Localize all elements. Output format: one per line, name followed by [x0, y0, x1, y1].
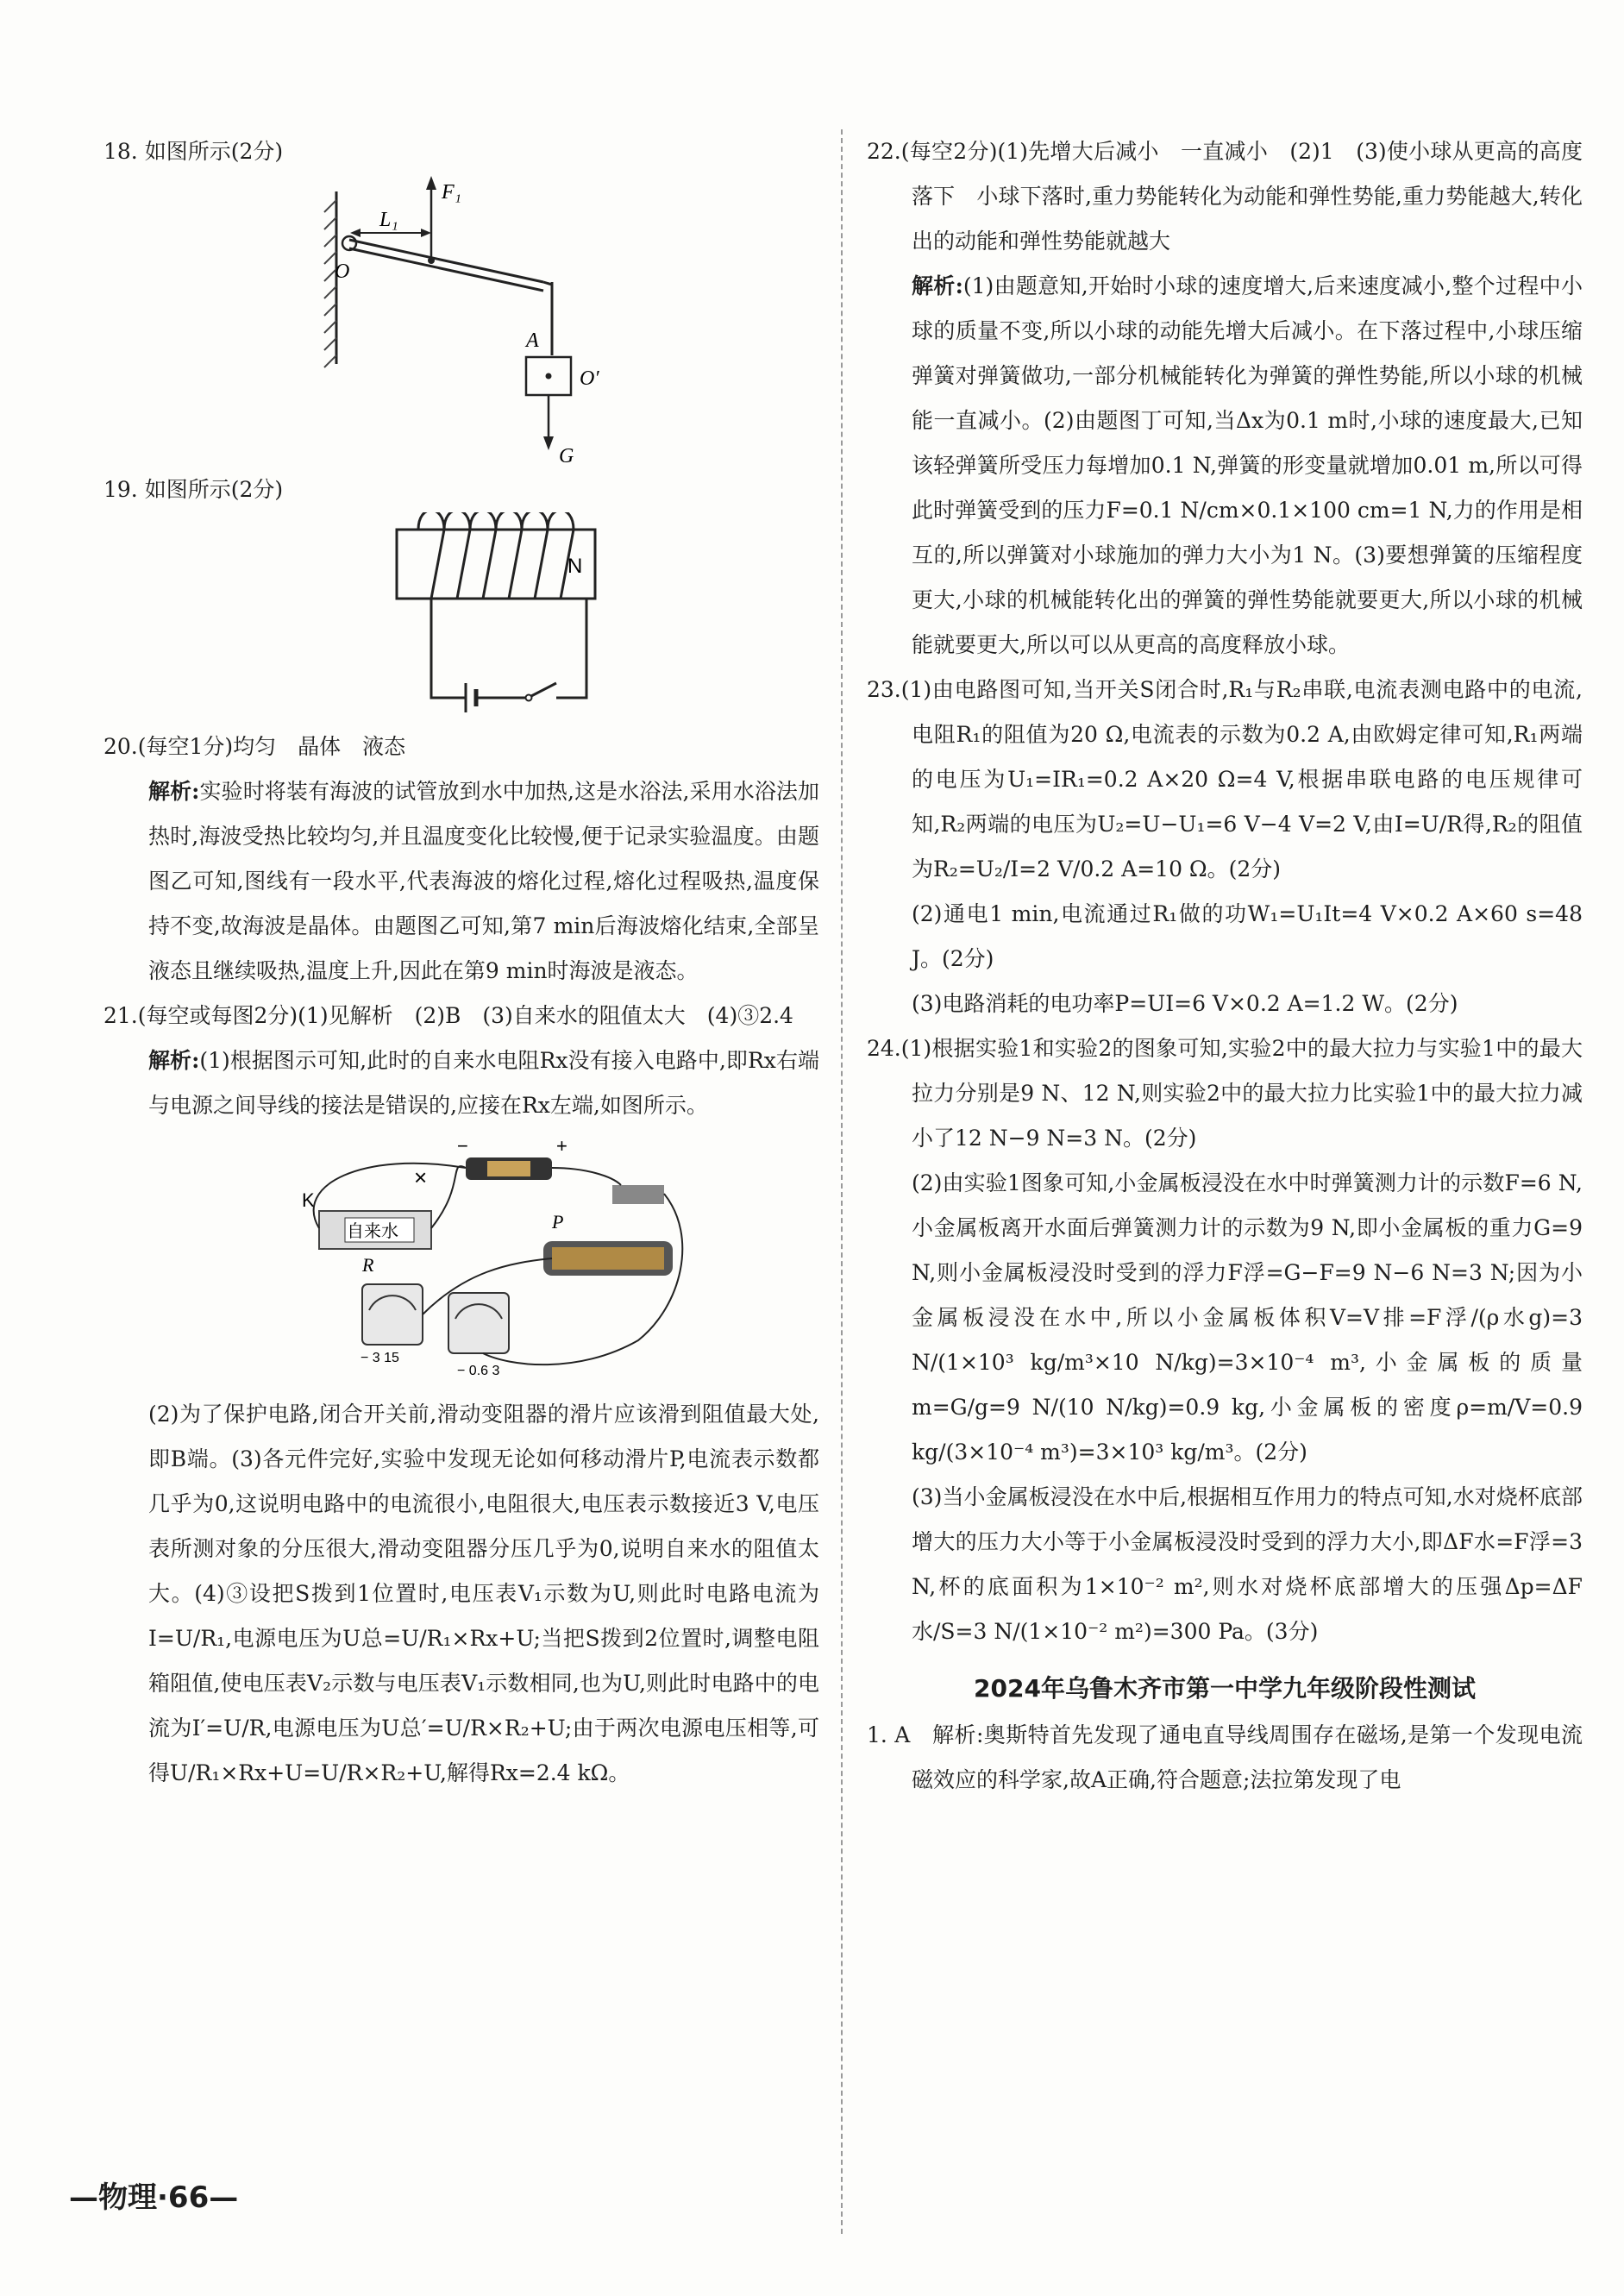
- label-G: G: [559, 445, 574, 467]
- column-divider: [841, 129, 843, 2234]
- q21-title: 21.(每空或每图2分)(1)见解析 (2)B (3)自来水的阻值太大 (4)③2.4: [103, 1003, 793, 1028]
- q23-part1: 23.(1)由电路图可知,当开关S闭合时,R₁与R₂串联,电流表测电路中的电流,电阻R₁的阻值为20 Ω,电流表的示数为0.2 A,由欧姆定律可知,R₁两端的电压为U₁=IR₁=0.2 A×20 Ω=4 V,根据串联电路的电压规律可知,R₂两端的电压为U₂=U−U₁=6 V−4 V=2 V,由I=U/R得,R₂的阻值为R₂=U₂/I=2 V/0.2 A=10 Ω。(2分): [867, 677, 1583, 881]
- q22-title: 22.(每空2分)(1)先增大后减小 一直减小 (2)1 (3)使小球从更高的高度落下 小球下落时,重力势能转化为动能和弹性势能,重力势能越大,转化出的动能和弹性势能就越大: [867, 139, 1583, 254]
- lever-figure: [319, 174, 681, 467]
- q24-part1: 24.(1)根据实验1和实验2的图象可知,实验2中的最大拉力与实验1中的最大拉力分别是9 N、12 N,则实验2中的最大拉力比实验1中的最大拉力减小了12 N−9 N=3 N。(2分): [867, 1036, 1583, 1151]
- label-P: P: [552, 1211, 564, 1233]
- q22-analysis-text: (1)由题意知,开始时小球的速度增大,后来速度减小,整个过程中小球的质量不变,所以小球的动能先增大后减小。在下落过程中,小球压缩弹簧对弹簧做功,一部分机械能转化为弹簧的弹性势能,所以小球的机械能一直减小。(2)由题图丁可知,当Δx为0.1 m时,小球的速度最大,已知该轻弹簧所受压力每增加0.1 N,弹簧的形变量就增加0.01 m,所以可得此时弹簧受到的压力F=0.1 N/cm×0.1×100 cm=1 N,力的作用是相互的,所以弹簧对小球施加的弹力大小为1 N。(3)要想弹簧的压缩程度更大,小球的机械能转化出的弹簧的弹性势能就要更大,所以小球的机械能就要更大,所以可以从更高的高度释放小球。: [912, 273, 1583, 657]
- section-title: 2024年乌鲁木齐市第一中学九年级阶段性测试: [974, 1674, 1476, 1703]
- q19-title: 19. 如图所示(2分): [103, 477, 284, 502]
- s1-answer: 1. A 解析:奥斯特首先发现了通电直导线周围存在磁场,是第一个发现电流磁效应的科学家,故A正确,符合题意;法拉第发现了电: [867, 1722, 1583, 1792]
- voltmeter-scale: − 3 15: [361, 1351, 399, 1365]
- q23-part3: (3)电路消耗的电功率P=UI=6 V×0.2 A=1.2 W。(2分): [912, 991, 1458, 1016]
- q18-title: 18. 如图所示(2分): [103, 139, 284, 164]
- q24-part2: (2)由实验1图象可知,小金属板浸没在水中时弹簧测力计的示数F=6 N,小金属板离开水面后弹簧测力计的示数为9 N,即小金属板的重力G=9 N,则小金属板浸没时受到的浮力F浮=G−F=9 N−6 N=3 N;因为小金属板浸没在水中,所以小金属板体积V=V排=F浮/(ρ水g)=3 N/(1×10³ kg/m³×10 N/kg)=3×10⁻⁴ m³,小金属板的质量m=G/g=9 N/(10 N/kg)=0.9 kg,小金属板的密度ρ=m/V=0.9 kg/(3×10⁻⁴ m³)=3×10³ kg/m³。(2分): [912, 1170, 1583, 1465]
- label-O: O: [335, 260, 350, 283]
- analysis-label: 解析:: [912, 273, 963, 298]
- label-R: R: [362, 1254, 374, 1276]
- q21-analysis-text: (1)根据图示可知,此时的自来水电阻Rx没有接入电路中,即Rx右端与电源之间导线的接法是错误的,应接在Rx左端,如图所示。: [148, 1048, 819, 1118]
- q21-analysis-part2: (2)为了保护电路,闭合开关前,滑动变阻器的滑片应该滑到阻值最大处,即B端。(3)各元件完好,实验中发现无论如何移动滑片P,电流表示数都几乎为0,这说明电路中的电流很小,电阻很大,电压表示数接近3 V,电压表所测对象的分压很大,滑动变阻器分压几乎为0,说明自来水的阻值太大。(4)③设把S拨到1位置时,电压表V₁示数为U,则此时电路电流为I=U/R₁,电源电压为U总=U/R₁×Rx+U;当把S拨到2位置时,调整电阻箱阻值,使电压表V₂示数与电压表V₁示数相同,也为U,则此时电路中的电流为I′=U/R,电源电压为U总′=U/R×R₂+U;由于两次电源电压相等,可得U/R₁×Rx+U=U/R×R₂+U,解得Rx=2.4 kΩ。: [148, 1402, 819, 1785]
- analysis-label: 解析:: [148, 779, 200, 804]
- label-L1: L₁: [379, 209, 398, 231]
- wrong-wire-mark: ×: [414, 1164, 428, 1190]
- coil-figure: [379, 512, 638, 719]
- label-A: A: [526, 329, 539, 352]
- q20-analysis-text: 实验时将装有海波的试管放到水中加热,这是水浴法,采用水浴法加热时,海波受热比较均匀,并且温度变化比较慢,便于记录实验温度。由题图乙可知,图线有一段水平,代表海波的熔化过程,熔化过程吸热,温度保持不变,故海波是晶体。由题图乙可知,第7 min后海波熔化结束,全部呈液态且继续吸热,温度上升,因此在第9 min时海波是液态。: [148, 779, 819, 983]
- right-column: [867, 129, 1583, 1803]
- label-water: 自来水: [347, 1220, 398, 1241]
- q21-analysis: [103, 1038, 819, 1128]
- q20-analysis: [103, 769, 819, 994]
- analysis-label: 解析:: [148, 1048, 200, 1073]
- label-Oprime: O′: [580, 367, 599, 390]
- circuit-photo-figure: [293, 1133, 707, 1392]
- q20-title: 20.(每空1分)均匀 晶体 液态: [103, 734, 406, 759]
- q24-part3: (3)当小金属板浸没在水中后,根据相互作用力的特点可知,水对烧杯底部增大的压力大小等于小金属板浸没时受到的浮力大小,即ΔF水=F浮=3 N,杯的底面积为1×10⁻² m²,则水对烧杯底部增大的压强Δp=ΔF水/S=3 N/(1×10⁻² m²)=300 Pa。(3分): [912, 1484, 1583, 1644]
- q23-part2: (2)通电1 min,电流通过R₁做的功W₁=U₁It=4 V×0.2 A×60 s=48 J。(2分): [912, 901, 1583, 971]
- page-footer: —物理·66—: [69, 2180, 239, 2215]
- battery-plus: +: [556, 1135, 567, 1157]
- label-N: N: [567, 555, 583, 578]
- left-column: [103, 129, 819, 1796]
- label-K: K: [302, 1189, 315, 1211]
- label-F1: F₁: [442, 181, 462, 204]
- q22-analysis: [867, 264, 1583, 668]
- ammeter-scale: − 0.6 3: [457, 1364, 500, 1378]
- battery-minus: −: [457, 1135, 468, 1157]
